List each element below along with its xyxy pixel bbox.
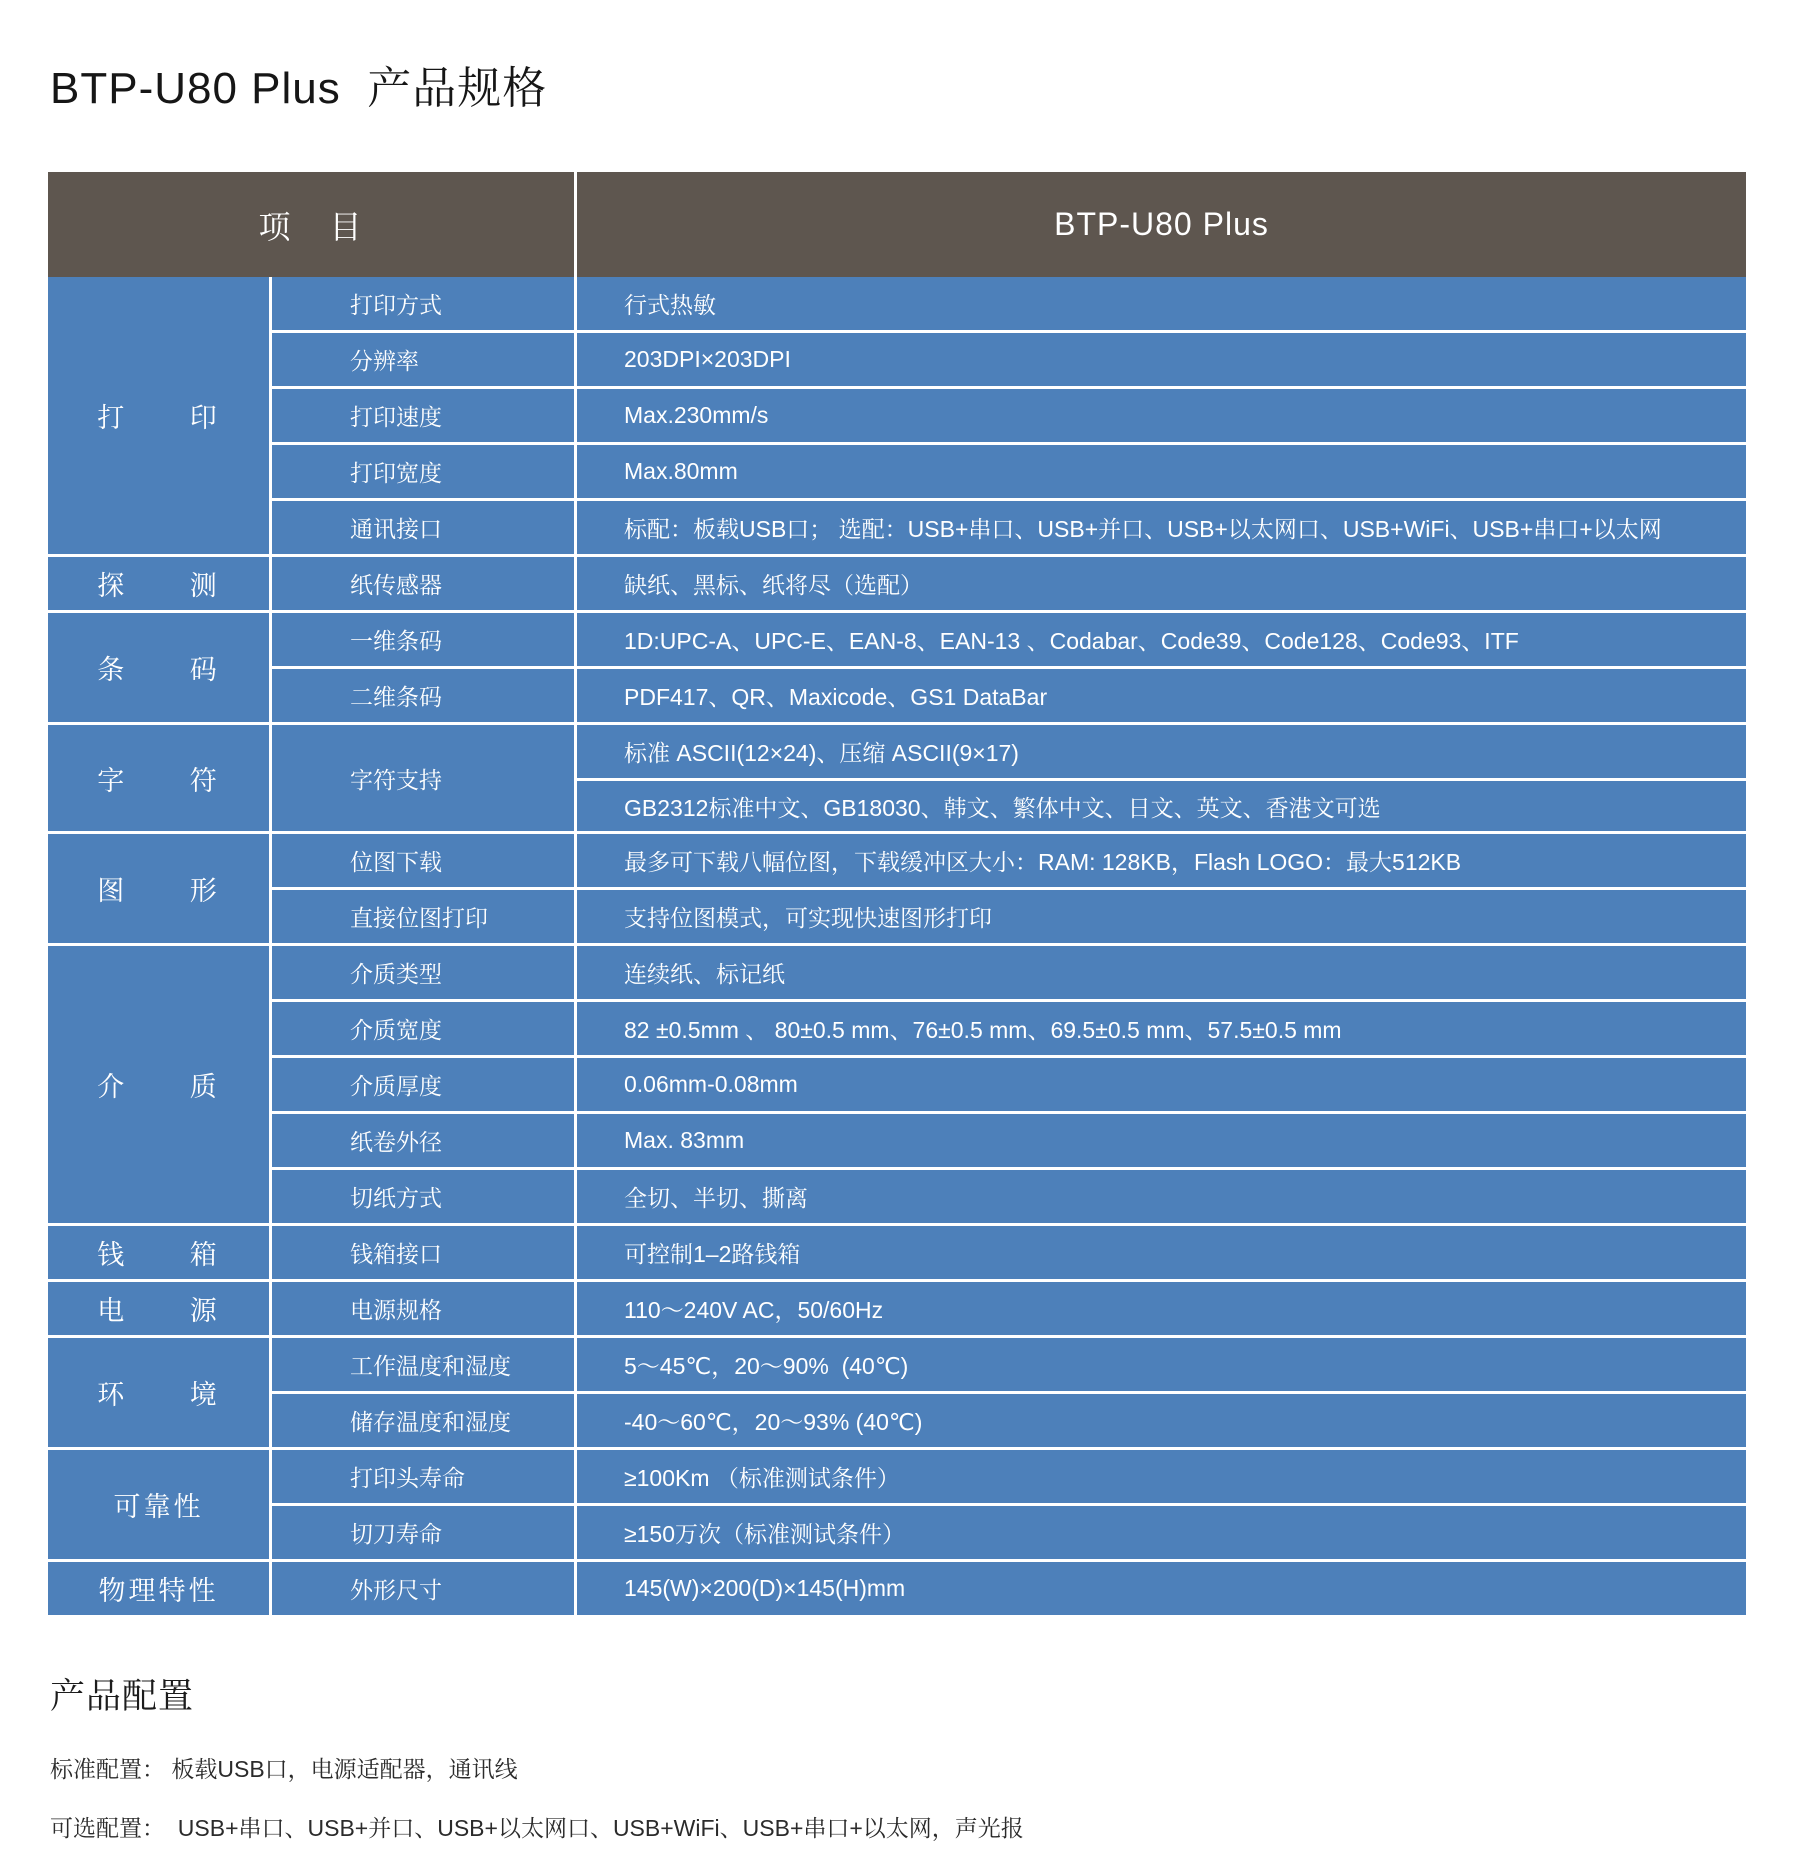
item-label: 纸传感器 — [350, 572, 442, 598]
item-label-cell — [272, 1170, 577, 1223]
value-stack — [577, 1394, 1746, 1447]
group-items — [272, 1338, 1746, 1447]
value-cell: 行式热敏 — [624, 292, 716, 318]
spec-row — [272, 330, 1746, 386]
item-label: 字符支持 — [350, 766, 442, 793]
table-header-row — [48, 172, 1746, 277]
item-label: 介质类型 — [350, 961, 442, 987]
item-label-cell — [272, 890, 577, 943]
spec-row — [272, 1167, 1746, 1223]
value-cell: GB2312标准中文、GB18030、韩文、繁体中文、日文、英文、香港文可选 — [577, 778, 1746, 831]
spec-group — [48, 1335, 1746, 1447]
group-items — [272, 277, 1746, 554]
group-cell — [48, 1450, 272, 1559]
value-stack — [577, 613, 1746, 666]
item-label-cell — [272, 501, 577, 554]
item-label-cell — [272, 669, 577, 722]
item-label-cell — [272, 389, 577, 442]
item-label-cell — [272, 445, 577, 498]
item-label-cell — [272, 1394, 577, 1447]
spec-row — [272, 887, 1746, 943]
value-cell: 标配：板载USB口； 选配：USB+串口、USB+并口、USB+以太网口、USB+WiFi、USB+串口+以太网 — [624, 516, 1662, 542]
item-label: 储存温度和湿度 — [350, 1409, 511, 1435]
table-body — [48, 277, 1746, 1615]
item-label-cell — [272, 1562, 577, 1615]
value-cell: 支持位图模式，可实现快速图形打印 — [624, 905, 992, 931]
value-stack — [577, 1338, 1746, 1391]
item-label-cell — [272, 1338, 577, 1391]
spec-row — [272, 442, 1746, 498]
value-stack — [577, 277, 1746, 330]
group-cell — [48, 1562, 272, 1615]
group-items — [272, 1562, 1746, 1615]
value-stack — [577, 1450, 1746, 1503]
value-stack — [577, 1002, 1746, 1055]
value-cell: 82 ±0.5mm 、 80±0.5 mm、76±0.5 mm、69.5±0.5 mm、57.5±0.5 mm — [624, 1017, 1342, 1043]
item-label-cell — [272, 557, 577, 610]
item-label: 打印头寿命 — [350, 1465, 465, 1491]
item-label-cell — [272, 946, 577, 999]
group-items — [272, 613, 1746, 722]
spec-row — [272, 1450, 1746, 1503]
value-cell: 5～45℃，20～90% (40℃) — [624, 1353, 909, 1379]
item-label-cell — [272, 1506, 577, 1559]
config-section-title: 产品配置 — [50, 1677, 195, 1716]
item-label-cell — [272, 277, 577, 330]
spec-row — [272, 386, 1746, 442]
spec-group — [48, 831, 1746, 943]
value-cell: 可控制1–2路钱箱 — [624, 1241, 801, 1267]
group-cell — [48, 277, 272, 554]
group-cell — [48, 834, 272, 943]
group-label: 字 符 — [97, 765, 220, 796]
header-item-column: 项 目 — [48, 172, 577, 277]
spec-row — [272, 1282, 1746, 1335]
page-title: BTP-U80 Plus 产品规格 — [50, 64, 548, 113]
spec-row — [272, 1562, 1746, 1615]
spec-group — [48, 1447, 1746, 1559]
spec-group — [48, 277, 1746, 554]
spec-row — [272, 999, 1746, 1055]
value-stack — [577, 1282, 1746, 1335]
value-cell: -40～60℃，20～93% (40℃) — [624, 1409, 923, 1435]
value-stack — [577, 946, 1746, 999]
group-label: 条 码 — [97, 655, 220, 685]
value-stack — [577, 890, 1746, 943]
group-cell — [48, 1282, 272, 1335]
spec-group — [48, 554, 1746, 610]
group-label: 打 印 — [97, 403, 220, 433]
item-label: 工作温度和湿度 — [350, 1353, 511, 1379]
item-label-cell — [272, 1058, 577, 1111]
group-label: 电 源 — [97, 1296, 220, 1326]
item-label: 外形尺寸 — [350, 1577, 442, 1603]
spec-group — [48, 1223, 1746, 1279]
item-label: 切纸方式 — [350, 1185, 442, 1211]
item-label: 一维条码 — [350, 628, 442, 654]
spec-row — [272, 557, 1746, 610]
spec-row — [272, 613, 1746, 666]
spec-row — [272, 1226, 1746, 1279]
value-stack — [577, 557, 1746, 610]
group-items — [272, 834, 1746, 943]
item-label-cell — [272, 613, 577, 666]
standard-config-line: 标准配置： 板载USB口，电源适配器，通讯线 — [50, 1756, 518, 1782]
group-label: 探 测 — [97, 571, 220, 601]
value-cell: 连续纸、标记纸 — [624, 961, 785, 987]
value-cell: ≥150万次（标准测试条件） — [624, 1521, 905, 1547]
group-cell — [48, 725, 272, 831]
spec-group — [48, 1279, 1746, 1335]
item-label-cell — [272, 834, 577, 887]
item-label-cell — [272, 1282, 577, 1335]
value-cell: 110～240V AC，50/60Hz — [624, 1297, 884, 1323]
item-label-cell — [272, 333, 577, 386]
value-cell: 0.06mm-0.08mm — [624, 1071, 798, 1097]
group-label: 钱 箱 — [97, 1240, 220, 1270]
item-label: 直接位图打印 — [350, 905, 488, 931]
spec-row — [272, 666, 1746, 722]
group-items — [272, 946, 1746, 1223]
value-cell: Max.230mm/s — [624, 402, 769, 428]
spec-row — [272, 1391, 1746, 1447]
group-items — [272, 1226, 1746, 1279]
group-label: 图 形 — [97, 876, 220, 906]
value-cell: Max. 83mm — [624, 1127, 745, 1153]
spec-group — [48, 943, 1746, 1223]
optional-config-line: 可选配置： USB+串口、USB+并口、USB+以太网口、USB+WiFi、USB+串口+以太网，声光报 — [50, 1815, 1024, 1841]
value-stack — [577, 1226, 1746, 1279]
value-stack — [577, 501, 1746, 554]
spec-table — [48, 172, 1746, 1615]
spec-row — [272, 1338, 1746, 1391]
item-label: 电源规格 — [350, 1297, 442, 1323]
value-cell: ≥100Km （标准测试条件） — [624, 1465, 900, 1491]
value-cell: 1D:UPC-A、UPC-E、EAN-8、EAN-13 、Codabar、Code39、Code128、Code93、ITF — [624, 628, 1519, 654]
value-stack — [577, 1170, 1746, 1223]
item-label: 打印方式 — [350, 292, 442, 318]
item-label: 介质厚度 — [350, 1073, 442, 1099]
group-items — [272, 725, 1746, 831]
item-label: 介质宽度 — [350, 1017, 442, 1043]
value-stack — [577, 1114, 1746, 1167]
item-label: 纸卷外径 — [350, 1129, 442, 1155]
group-cell — [48, 557, 272, 610]
group-cell — [48, 1226, 272, 1279]
item-label: 二维条码 — [350, 684, 442, 710]
value-cell: 145(W)×200(D)×145(H)mm — [624, 1575, 906, 1601]
group-label: 介 质 — [97, 1072, 220, 1102]
spec-row — [272, 946, 1746, 999]
spec-row — [272, 277, 1746, 330]
group-items — [272, 557, 1746, 610]
value-cell: 全切、半切、撕离 — [624, 1185, 808, 1211]
group-cell — [48, 1338, 272, 1447]
value-cell: 标准 ASCII(12×24)、压缩 ASCII(9×17) — [624, 740, 1019, 766]
item-label: 位图下载 — [350, 849, 442, 875]
value-stack — [577, 1562, 1746, 1615]
spec-row — [272, 834, 1746, 887]
spec-row — [272, 498, 1746, 554]
group-items — [272, 1282, 1746, 1335]
value-stack — [577, 389, 1746, 442]
value-stack — [577, 1506, 1746, 1559]
item-label-cell — [272, 1002, 577, 1055]
value-cell: 203DPI×203DPI — [624, 346, 791, 372]
product-config-section — [50, 1669, 1746, 1843]
spec-group — [48, 722, 1746, 831]
group-cell — [48, 946, 272, 1223]
value-cell: Max.80mm — [624, 458, 738, 484]
value-stack — [577, 445, 1746, 498]
item-label: 钱箱接口 — [350, 1241, 442, 1267]
spec-group — [48, 1559, 1746, 1615]
group-items — [272, 1450, 1746, 1559]
item-label-cell — [272, 1226, 577, 1279]
value-stack — [577, 333, 1746, 386]
group-label: 可靠性 — [113, 1492, 204, 1522]
header-product-column: BTP-U80 Plus — [1054, 206, 1269, 242]
value-cell: 缺纸、黑标、纸将尽（选配） — [624, 572, 923, 598]
item-label: 通讯接口 — [350, 516, 442, 542]
value-stack — [577, 1058, 1746, 1111]
value-stack — [577, 725, 1746, 831]
item-label-cell — [272, 1450, 577, 1503]
value-cell: 最多可下载八幅位图，下载缓冲区大小：RAM: 128KB，Flash LOGO：最大512KB — [624, 849, 1462, 875]
item-label: 分辨率 — [350, 348, 419, 374]
item-label-cell — [272, 725, 577, 831]
spec-row — [272, 1503, 1746, 1559]
item-label: 切刀寿命 — [350, 1521, 442, 1547]
item-label: 打印宽度 — [350, 460, 442, 486]
item-label-cell — [272, 1114, 577, 1167]
item-label: 打印速度 — [350, 404, 442, 430]
value-stack — [577, 669, 1746, 722]
value-stack — [577, 834, 1746, 887]
spec-group — [48, 610, 1746, 722]
spec-row — [272, 725, 1746, 831]
group-label: 物理特性 — [98, 1576, 219, 1606]
value-cell: PDF417、QR、Maxicode、GS1 DataBar — [624, 684, 1048, 710]
spec-row — [272, 1055, 1746, 1111]
group-cell — [48, 613, 272, 722]
group-label: 环 境 — [97, 1380, 220, 1410]
spec-row — [272, 1111, 1746, 1167]
